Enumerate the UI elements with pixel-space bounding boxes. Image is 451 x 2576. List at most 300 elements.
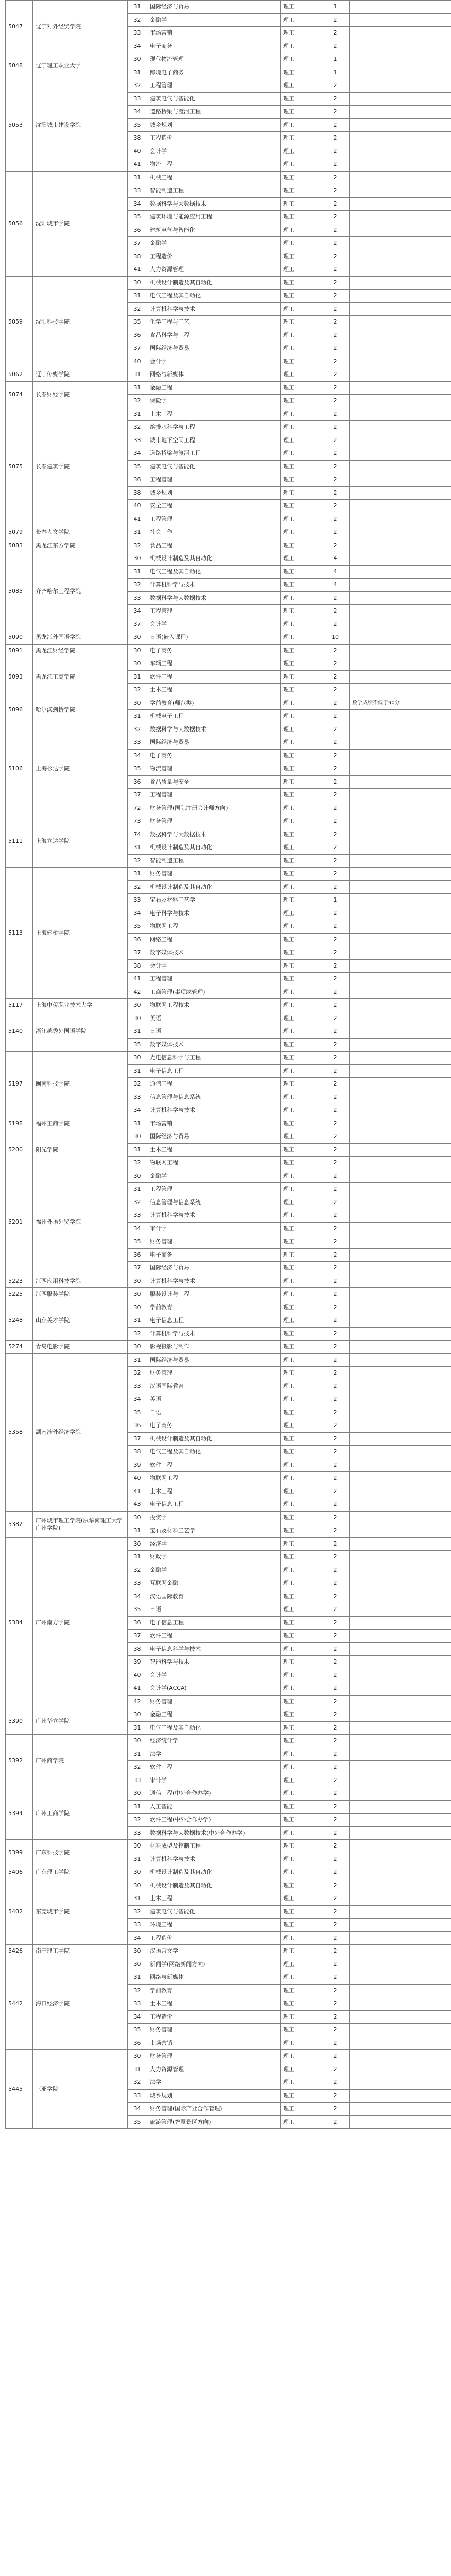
- major-code-cell: 34: [128, 197, 147, 211]
- major-name-cell: 金融学: [147, 237, 281, 250]
- category-cell: 理工: [281, 342, 321, 355]
- major-code-cell: 32: [128, 1196, 147, 1209]
- major-name-cell: 机械设计制造及其自动化: [147, 841, 281, 855]
- major-name-cell: 网络与新媒体: [147, 1971, 281, 1985]
- plan-count-cell: 10: [321, 631, 350, 645]
- remark-cell: [350, 1432, 451, 1446]
- major-name-cell: 国际经济与贸易: [147, 1353, 281, 1367]
- category-cell: 理工: [281, 1616, 321, 1630]
- remark-cell: [350, 1826, 451, 1840]
- plan-count-cell: 2: [321, 1695, 350, 1708]
- major-name-cell: 电气工程及其自动化: [147, 290, 281, 303]
- plan-count-cell: 2: [321, 1222, 350, 1235]
- plan-count-cell: 2: [321, 513, 350, 526]
- major-code-cell: 33: [128, 736, 147, 750]
- major-code-cell: 34: [128, 605, 147, 618]
- major-code-cell: 32: [128, 684, 147, 697]
- category-cell: 理工: [281, 1327, 321, 1341]
- major-code-cell: 33: [128, 1380, 147, 1393]
- major-name-cell: 财务管理(国际注册会计师方向): [147, 802, 281, 815]
- remark-cell: [350, 381, 451, 395]
- remark-cell: [350, 1104, 451, 1117]
- major-name-cell: 土木工程: [147, 1485, 281, 1498]
- major-name-cell: 电子商务: [147, 749, 281, 762]
- major-code-cell: 40: [128, 1669, 147, 1682]
- major-name-cell: 土木工程: [147, 684, 281, 697]
- remark-cell: [350, 1524, 451, 1538]
- major-name-cell: 智能科学与技术: [147, 1656, 281, 1669]
- major-code-cell: 30: [128, 1511, 147, 1524]
- plan-count-cell: 2: [321, 789, 350, 802]
- major-name-cell: 财务管理: [147, 1695, 281, 1708]
- plan-count-cell: 2: [321, 644, 350, 657]
- remark-cell: [350, 1248, 451, 1262]
- major-code-cell: 33: [128, 1209, 147, 1223]
- plan-count-cell: 2: [321, 500, 350, 513]
- category-cell: 理工: [281, 1748, 321, 1761]
- major-code-cell: 30: [128, 1170, 147, 1183]
- plan-count-cell: 2: [321, 710, 350, 723]
- category-cell: 理工: [281, 684, 321, 697]
- major-name-cell: 信息管理与信息系统: [147, 1091, 281, 1104]
- table-row: [6, 815, 451, 828]
- plan-count-cell: 2: [321, 1787, 350, 1801]
- school-code-cell: 5394: [6, 1787, 33, 1840]
- school-code-cell: 5402: [6, 1879, 33, 1945]
- category-cell: 理工: [281, 408, 321, 421]
- table-row: [6, 657, 451, 671]
- plan-count-cell: 2: [321, 1314, 350, 1328]
- category-cell: 理工: [281, 723, 321, 736]
- remark-cell: [350, 263, 451, 277]
- plan-count-cell: 2: [321, 591, 350, 605]
- table-row: [6, 552, 451, 566]
- category-cell: 理工: [281, 1248, 321, 1262]
- major-code-cell: 35: [128, 762, 147, 776]
- major-name-cell: 电子商务: [147, 644, 281, 657]
- major-code-cell: 41: [128, 513, 147, 526]
- major-code-cell: 31: [128, 381, 147, 395]
- category-cell: 理工: [281, 1170, 321, 1183]
- remark-cell: [350, 1, 451, 14]
- remark-cell: [350, 946, 451, 960]
- category-cell: 理工: [281, 1642, 321, 1656]
- school-name-cell: 江西应用科技学院: [33, 1275, 128, 1288]
- plan-count-cell: 2: [321, 1327, 350, 1341]
- category-cell: 理工: [281, 290, 321, 303]
- remark-cell: [350, 1012, 451, 1025]
- plan-count-cell: 2: [321, 132, 350, 145]
- major-name-cell: 汉语国际教育: [147, 1590, 281, 1603]
- plan-count-cell: 2: [321, 749, 350, 762]
- major-name-cell: 会计学: [147, 145, 281, 158]
- category-cell: 理工: [281, 1143, 321, 1157]
- major-name-cell: 物联网工程: [147, 920, 281, 934]
- major-name-cell: 市场营销: [147, 2037, 281, 2050]
- major-code-cell: 31: [128, 1971, 147, 1985]
- category-cell: 理工: [281, 946, 321, 960]
- remark-cell: [350, 1419, 451, 1433]
- major-code-cell: 34: [128, 1931, 147, 1945]
- major-name-cell: 工程造价: [147, 132, 281, 145]
- category-cell: 理工: [281, 1196, 321, 1209]
- category-cell: 理工: [281, 2103, 321, 2116]
- school-name-cell: 黑龙江外国语学院: [33, 631, 128, 645]
- remark-cell: [350, 815, 451, 828]
- major-name-cell: 工程管理: [147, 473, 281, 487]
- major-code-cell: 33: [128, 591, 147, 605]
- major-code-cell: 36: [128, 1419, 147, 1433]
- remark-cell: [350, 1984, 451, 1997]
- school-name-cell: 辽宁理工职业大学: [33, 53, 128, 79]
- plan-count-cell: 2: [321, 1196, 350, 1209]
- remark-cell: [350, 355, 451, 368]
- remark-cell: [350, 224, 451, 237]
- major-name-cell: 电子信息工程: [147, 1498, 281, 1512]
- remark-cell: [350, 2076, 451, 2090]
- plan-count-cell: 2: [321, 2050, 350, 2063]
- plan-count-cell: 2: [321, 2076, 350, 2090]
- major-name-cell: 工程管理: [147, 79, 281, 93]
- category-cell: 理工: [281, 591, 321, 605]
- major-code-cell: 41: [128, 973, 147, 986]
- plan-count-cell: 2: [321, 421, 350, 434]
- table-row: [6, 1353, 451, 1367]
- plan-count-cell: 2: [321, 1931, 350, 1945]
- plan-count-cell: 2: [321, 13, 350, 27]
- plan-count-cell: 4: [321, 565, 350, 579]
- remark-cell: [350, 1997, 451, 2011]
- major-name-cell: 英语: [147, 1012, 281, 1025]
- category-cell: 理工: [281, 605, 321, 618]
- category-cell: 理工: [281, 1774, 321, 1787]
- remark-cell: [350, 1196, 451, 1209]
- major-code-cell: 31: [128, 1117, 147, 1130]
- remark-cell: [350, 2089, 451, 2103]
- remark-cell: [350, 631, 451, 645]
- major-code-cell: 35: [128, 316, 147, 329]
- category-cell: 理工: [281, 355, 321, 368]
- school-code-cell: 5079: [6, 526, 33, 539]
- major-name-cell: 道路桥梁与渡河工程: [147, 447, 281, 461]
- plan-count-cell: 2: [321, 1814, 350, 1827]
- major-name-cell: 机械设计制造及其自动化: [147, 880, 281, 894]
- major-code-cell: 32: [128, 1157, 147, 1170]
- remark-cell: [350, 526, 451, 539]
- major-name-cell: 电子商务: [147, 40, 281, 53]
- plan-count-cell: 2: [321, 1735, 350, 1748]
- major-code-cell: 37: [128, 789, 147, 802]
- major-name-cell: 影视摄影与制作: [147, 1341, 281, 1354]
- school-name-cell: 湖南涉外经济学院: [33, 1353, 128, 1511]
- plan-count-cell: 2: [321, 618, 350, 631]
- major-code-cell: 35: [128, 1038, 147, 1052]
- major-code-cell: 36: [128, 2037, 147, 2050]
- major-name-cell: 法学: [147, 1748, 281, 1761]
- category-cell: 理工: [281, 66, 321, 79]
- major-name-cell: 市场营销: [147, 1117, 281, 1130]
- plan-count-cell: 2: [321, 1616, 350, 1630]
- major-name-cell: 金融工程: [147, 1708, 281, 1722]
- remark-cell: [350, 1130, 451, 1144]
- major-name-cell: 智能制造工程: [147, 854, 281, 868]
- plan-count-cell: 2: [321, 1025, 350, 1039]
- school-name-cell: 上海建桥学院: [33, 868, 128, 999]
- school-name-cell: 广州商学院: [33, 1735, 128, 1787]
- remark-cell: [350, 486, 451, 500]
- major-code-cell: 34: [128, 907, 147, 920]
- plan-count-cell: 2: [321, 224, 350, 237]
- major-code-cell: 32: [128, 1905, 147, 1919]
- major-code-cell: 38: [128, 250, 147, 263]
- remark-cell: [350, 1288, 451, 1301]
- remark-cell: [350, 1748, 451, 1761]
- remark-cell: [350, 1209, 451, 1223]
- plan-count-cell: 4: [321, 552, 350, 566]
- major-name-cell: 国际经济与贸易: [147, 1262, 281, 1275]
- table-row: [6, 79, 451, 93]
- remark-cell: [350, 880, 451, 894]
- remark-cell: [350, 1866, 451, 1879]
- major-name-cell: 建筑电气与智能化: [147, 224, 281, 237]
- major-name-cell: 食品工程: [147, 539, 281, 552]
- category-cell: 理工: [281, 1866, 321, 1879]
- table-row: [6, 1052, 451, 1065]
- category-cell: 理工: [281, 1524, 321, 1538]
- major-name-cell: 国际经济与贸易: [147, 1130, 281, 1144]
- category-cell: 理工: [281, 1735, 321, 1748]
- category-cell: 理工: [281, 2115, 321, 2129]
- major-name-cell: 学前教育(师范类): [147, 697, 281, 710]
- category-cell: 理工: [281, 447, 321, 461]
- remark-cell: [350, 211, 451, 224]
- major-code-cell: 41: [128, 263, 147, 277]
- remark-cell: [350, 605, 451, 618]
- remark-cell: [350, 329, 451, 342]
- remark-cell: [350, 1235, 451, 1249]
- plan-count-cell: 2: [321, 1826, 350, 1840]
- remark-cell: [350, 1472, 451, 1485]
- school-code-cell: 5085: [6, 552, 33, 631]
- major-code-cell: 30: [128, 1012, 147, 1025]
- remark-cell: [350, 1905, 451, 1919]
- remark-cell: [350, 447, 451, 461]
- major-name-cell: 会计学: [147, 959, 281, 973]
- remark-cell: [350, 27, 451, 40]
- remark-cell: [350, 973, 451, 986]
- major-code-cell: 30: [128, 552, 147, 566]
- plan-count-cell: 2: [321, 1064, 350, 1078]
- plan-count-cell: 2: [321, 1551, 350, 1564]
- category-cell: 理工: [281, 197, 321, 211]
- plan-count-cell: 2: [321, 1446, 350, 1459]
- major-name-cell: 市场营销: [147, 27, 281, 40]
- major-name-cell: 电气工程及其自动化: [147, 565, 281, 579]
- major-code-cell: 34: [128, 1104, 147, 1117]
- major-name-cell: 财务管理: [147, 815, 281, 828]
- plan-count-cell: 2: [321, 184, 350, 198]
- major-code-cell: 30: [128, 53, 147, 66]
- major-name-cell: 土木工程: [147, 1892, 281, 1906]
- remark-cell: [350, 1025, 451, 1039]
- remark-cell: [350, 2103, 451, 2116]
- plan-count-cell: 2: [321, 1748, 350, 1761]
- school-name-cell: 三亚学院: [33, 2050, 128, 2129]
- remark-cell: [350, 500, 451, 513]
- remark-cell: [350, 1695, 451, 1708]
- plan-count-cell: 2: [321, 1511, 350, 1524]
- category-cell: 理工: [281, 171, 321, 184]
- plan-count-cell: 2: [321, 1590, 350, 1603]
- table-row: [6, 276, 451, 290]
- category-cell: 理工: [281, 1262, 321, 1275]
- remark-cell: [350, 1078, 451, 1091]
- major-name-cell: 国际经济与贸易: [147, 736, 281, 750]
- plan-count-cell: 4: [321, 579, 350, 592]
- remark-cell: [350, 184, 451, 198]
- major-name-cell: 工程管理: [147, 513, 281, 526]
- major-name-cell: 财务管理(国际产业合作管理): [147, 2103, 281, 2116]
- plan-count-cell: 2: [321, 1380, 350, 1393]
- plan-count-cell: 2: [321, 880, 350, 894]
- plan-count-cell: 2: [321, 815, 350, 828]
- school-code-cell: 5392: [6, 1735, 33, 1787]
- major-code-cell: 34: [128, 2103, 147, 2116]
- table-row: [6, 1130, 451, 1144]
- category-cell: 理工: [281, 1275, 321, 1288]
- major-name-cell: 人工智能: [147, 1800, 281, 1814]
- plan-count-cell: 2: [321, 1301, 350, 1314]
- category-cell: 理工: [281, 1577, 321, 1590]
- major-name-cell: 计算机科学与技术: [147, 1327, 281, 1341]
- major-name-cell: 机械工程: [147, 171, 281, 184]
- table-row: [6, 644, 451, 657]
- plan-count-cell: 2: [321, 1577, 350, 1590]
- major-name-cell: 数据科学与大数据技术: [147, 723, 281, 736]
- major-code-cell: 36: [128, 775, 147, 789]
- remark-cell: [350, 775, 451, 789]
- category-cell: 理工: [281, 697, 321, 710]
- plan-count-cell: 2: [321, 986, 350, 999]
- plan-count-cell: 2: [321, 237, 350, 250]
- major-name-cell: 金融学: [147, 1564, 281, 1577]
- remark-cell: [350, 1551, 451, 1564]
- major-name-cell: 审计学: [147, 1774, 281, 1787]
- major-code-cell: 33: [128, 2089, 147, 2103]
- remark-cell: [350, 710, 451, 723]
- remark-cell: [350, 460, 451, 473]
- category-cell: 理工: [281, 1945, 321, 1958]
- major-code-cell: 31: [128, 526, 147, 539]
- admission-plan-table: [5, 0, 451, 2129]
- category-cell: 理工: [281, 1931, 321, 1945]
- school-name-cell: 辽宁对外经贸学院: [33, 1, 128, 53]
- school-name-cell: 浙江越秀外国语学院: [33, 1012, 128, 1052]
- remark-cell: [350, 395, 451, 408]
- remark-cell: [350, 1117, 451, 1130]
- major-name-cell: 机械电子工程: [147, 710, 281, 723]
- plan-count-cell: 2: [321, 302, 350, 316]
- plan-count-cell: 2: [321, 933, 350, 946]
- school-code-cell: 5083: [6, 539, 33, 552]
- category-cell: 理工: [281, 27, 321, 40]
- remark-cell: [350, 1735, 451, 1748]
- major-name-cell: 电子信息工程: [147, 1064, 281, 1078]
- major-code-cell: 32: [128, 79, 147, 93]
- category-cell: 理工: [281, 184, 321, 198]
- major-code-cell: 31: [128, 670, 147, 684]
- major-name-cell: 工程造价: [147, 2010, 281, 2024]
- remark-cell: [350, 1170, 451, 1183]
- major-name-cell: 物流工程: [147, 158, 281, 172]
- major-name-cell: 日语: [147, 1603, 281, 1617]
- category-cell: 理工: [281, 237, 321, 250]
- plan-count-cell: 2: [321, 657, 350, 671]
- school-code-cell: 5113: [6, 868, 33, 999]
- plan-count-cell: 2: [321, 1052, 350, 1065]
- school-code-cell: 5382: [6, 1511, 33, 1537]
- major-code-cell: 31: [128, 1551, 147, 1564]
- category-cell: 理工: [281, 657, 321, 671]
- remark-cell: [350, 749, 451, 762]
- school-name-cell: 青岛电影学院: [33, 1341, 128, 1354]
- plan-count-cell: 2: [321, 408, 350, 421]
- major-code-cell: 34: [128, 1222, 147, 1235]
- major-code-cell: 33: [128, 1577, 147, 1590]
- remark-cell: [350, 13, 451, 27]
- category-cell: 理工: [281, 1630, 321, 1643]
- school-code-cell: 5406: [6, 1866, 33, 1879]
- plan-count-cell: 2: [321, 1248, 350, 1262]
- major-code-cell: 31: [128, 1892, 147, 1906]
- category-cell: 理工: [281, 1695, 321, 1708]
- major-name-cell: 电气工程及其自动化: [147, 1721, 281, 1735]
- major-code-cell: 31: [128, 66, 147, 79]
- major-code-cell: 30: [128, 657, 147, 671]
- plan-count-cell: 2: [321, 290, 350, 303]
- plan-count-cell: 2: [321, 171, 350, 184]
- major-code-cell: 31: [128, 171, 147, 184]
- major-code-cell: 41: [128, 1485, 147, 1498]
- school-code-cell: 5140: [6, 1012, 33, 1052]
- major-code-cell: 42: [128, 986, 147, 999]
- major-name-cell: 会计学(ACCA): [147, 1682, 281, 1696]
- major-code-cell: 40: [128, 145, 147, 158]
- table-row: [6, 408, 451, 421]
- major-name-cell: 电子信息工程: [147, 1616, 281, 1630]
- major-name-cell: 电子商务: [147, 1248, 281, 1262]
- major-code-cell: 72: [128, 802, 147, 815]
- plan-count-cell: 2: [321, 1235, 350, 1249]
- remark-cell: [350, 959, 451, 973]
- school-code-cell: 5200: [6, 1130, 33, 1170]
- plan-count-cell: 2: [321, 1642, 350, 1656]
- major-code-cell: 32: [128, 302, 147, 316]
- major-code-cell: 30: [128, 1288, 147, 1301]
- school-name-cell: 南宁理工学院: [33, 1945, 128, 1958]
- major-code-cell: 31: [128, 1853, 147, 1866]
- remark-cell: [350, 302, 451, 316]
- major-name-cell: 软件工程: [147, 1630, 281, 1643]
- major-name-cell: 物联网工程技术: [147, 999, 281, 1012]
- table-row: [6, 381, 451, 395]
- remark-cell: [350, 276, 451, 290]
- remark-cell: [350, 1262, 451, 1275]
- category-cell: 理工: [281, 486, 321, 500]
- plan-count-cell: 2: [321, 946, 350, 960]
- category-cell: 理工: [281, 526, 321, 539]
- category-cell: 理工: [281, 1682, 321, 1696]
